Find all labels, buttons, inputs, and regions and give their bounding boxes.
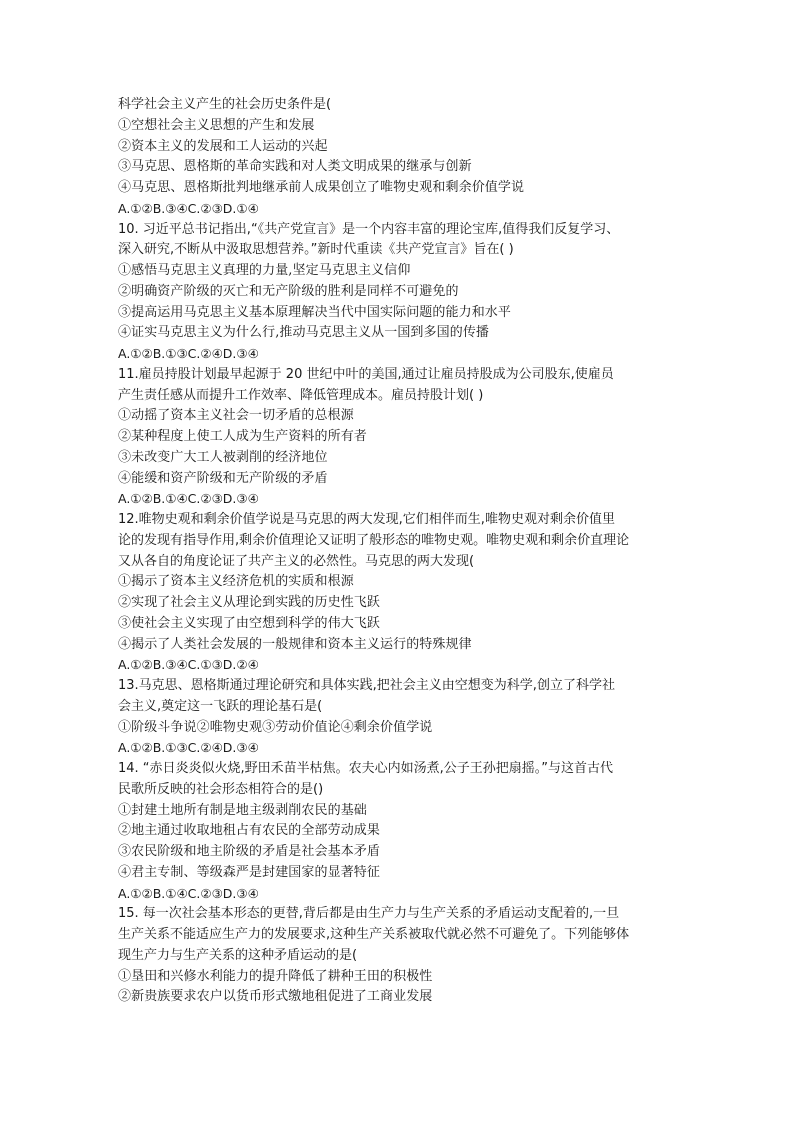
option-line: ③马克思、恩格斯的革命实践和对人类文明成果的继承与创新	[118, 159, 472, 175]
question-stem-line: 科学社会主义产生的社会历史条件是(	[118, 97, 332, 112]
option-line: ②地主通过收取地租占有农民的全部劳动成果	[118, 823, 381, 839]
option-line: ①垦田和兴修水利能力的提升降低了耕种王田的积极性	[118, 968, 433, 984]
option-line: ④君主专制、等级森严是封建国家的显著特征	[118, 864, 381, 880]
answer-choices-line: A.①②B.①④C.②③D.③④	[118, 885, 259, 901]
option-line: ①封建土地所有制是地主级剥削农民的基础	[118, 802, 367, 818]
question-stem-line: 深入研究,不断从中汲取思想营养。”新时代重读《共产党宣言》旨在( )	[118, 242, 514, 258]
question-stem-line: 会主义,奠定这一飞跃的理论基石是(	[118, 698, 323, 714]
question-stem-line: 现生产力与生产关系的这种矛盾运动的是(	[118, 947, 358, 963]
question-stem-line: 10. 习近平总书记指出,“《共产党宣言》是一个内容丰富的理论宝库,值得我们反复学习、	[118, 221, 620, 237]
option-line: ④能缓和资产阶级和无产阶级的矛盾	[118, 470, 328, 486]
question-stem-line: 11.雇员持股计划最早起源于 20 世纪中叶的美国,通过让雇员持股成为公司股东,使雇员	[118, 366, 614, 382]
question-stem-line: 14. “赤日炎炎似火烧,野田禾苗半枯焦。农夫心内如汤煮,公子王孙把扇摇。”与这首古代	[118, 761, 614, 776]
option-line: ①空想社会主义思想的产生和发展	[118, 117, 315, 133]
option-line: ③未改变广大工人被剥削的经济地位	[118, 449, 328, 465]
option-line: ④揭示了人类社会发展的一般规律和资本主义运行的特殊规律	[118, 636, 472, 652]
answer-choices-line: A.①②B.③④C.②③D.①④	[118, 200, 259, 216]
option-line: ③提高运用马克思主义基本原理解决当代中国实际问题的能力和水平	[118, 304, 512, 320]
answer-choices-line: A.①②B.①③C.②④D.③④	[118, 346, 259, 361]
answer-choices-line: A.①②B.③④C.①③D.②④	[118, 657, 259, 673]
option-line: ④证实马克思主义为什么行,推动马克思主义从一国到多国的传播	[118, 325, 490, 341]
option-line: ①揭示了资本主义经济危机的实质和根源	[118, 574, 354, 590]
question-stem-line: 又从各自的角度论证了共产主义的必然性。马克思的两大发现(	[118, 553, 475, 569]
option-line: ②明确资产阶级的灭亡和无产阶级的胜利是同样不可避免的	[118, 283, 459, 299]
question-stem-line: 论的发现有指导作用,剩余价值理论又证明了般形态的唯物史观。唯物史观和剩余价直理论	[118, 532, 630, 548]
option-line: ②资本主义的发展和工人运动的兴起	[118, 138, 328, 154]
question-stem-line: 产生责任感从而提升工作效率、降低管理成本。雇员持股计划( )	[118, 387, 484, 403]
option-line: ②新贵族要求农户以货币形式缴地租促进了工商业发展	[118, 989, 433, 1005]
question-stem-line: 生产关系不能适应生产力的发展要求,这种生产关系被取代就必然不可避免了。下列能够体	[118, 927, 630, 942]
question-stem-line: 13.马克思、恩格斯通过理论研究和具体实践,把社会主义由空想变为科学,创立了科学社	[118, 678, 615, 693]
option-line: ②某种程度上使工人成为生产资料的所有者	[118, 429, 367, 444]
option-line: ①阶级斗争说②唯物史观③劳动价值论④剩余价值学说	[118, 719, 433, 735]
option-line: ①感悟马克思主义真理的力量,坚定马克思主义信仰	[118, 263, 411, 278]
option-line: ③农民阶级和地主阶级的矛盾是社会基本矛盾	[118, 844, 381, 859]
option-line: ①动摇了资本主义社会一切矛盾的总根源	[118, 408, 354, 424]
option-line: ③使社会主义实现了由空想到科学的伟大飞跃	[118, 615, 381, 631]
question-stem-line: 民歌所反映的社会形态相符合的是()	[118, 781, 324, 797]
question-stem-line: 15. 每一次社会基本形态的更替,背后都是由生产力与生产关系的矛盾运动支配着的,一旦	[118, 906, 620, 922]
answer-choices-line: A.①②B.①③C.②④D.③④	[118, 740, 259, 756]
answer-choices-line: A.①②B.①④C.②③D.③④	[118, 491, 259, 507]
option-line: ④马克思、恩格斯批判地继承前人成果创立了唯物史观和剩余价值学说	[118, 180, 525, 195]
question-stem-line: 12.唯物史观和剩余价值学说是马克思的两大发现,它们相伴而生,唯物史观对剩余价值里	[118, 512, 615, 527]
question-text-block	[118, 95, 688, 1008]
option-line: ②实现了社会主义从理论到实践的历史性飞跃	[118, 595, 381, 610]
